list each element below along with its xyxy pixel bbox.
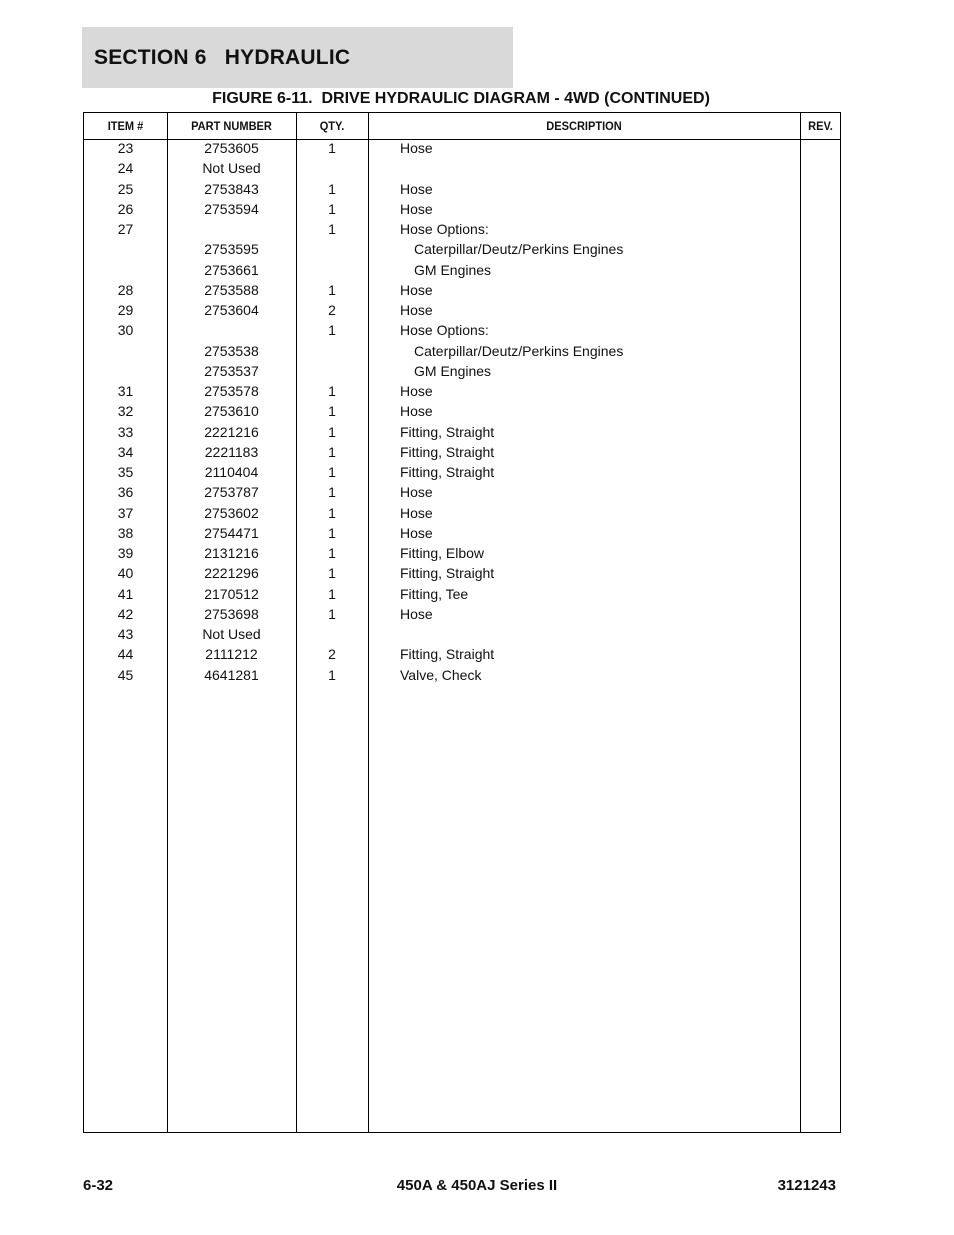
cell-item: 38 [117, 524, 134, 541]
cell-part-number: 2110404 [204, 464, 259, 480]
cell-qty: 1 [328, 545, 336, 561]
table-row [84, 605, 840, 625]
cell-qty: 1 [328, 180, 336, 197]
cell-description: Hose Options: [400, 221, 489, 237]
cell-qty: 1 [328, 403, 336, 420]
table-row [84, 645, 840, 665]
cell-description: Hose [400, 504, 433, 521]
cell-part-number: 2753604 [204, 302, 259, 318]
cell-description: GM Engines [414, 261, 492, 278]
table-row [84, 564, 840, 584]
table-row [84, 220, 840, 240]
cell-item: 33 [117, 423, 134, 440]
cell-part-number: 2753698 [204, 605, 259, 622]
cell-description: Fitting, Elbow [400, 545, 485, 561]
section-title: SECTION 6 HYDRAULIC [94, 45, 351, 69]
cell-qty: 1 [328, 281, 336, 298]
footer-doc-number: 3121243 [777, 1177, 836, 1194]
cell-description: Fitting, Straight [400, 443, 495, 460]
table-row [84, 443, 840, 463]
cell-item: 34 [117, 443, 134, 460]
cell-description: GM Engines [414, 362, 492, 379]
cell-description: Caterpillar/Deutz/Perkins Engines [414, 342, 624, 359]
cell-description: Fitting, Straight [400, 464, 495, 480]
cell-description: Fitting, Straight [400, 423, 495, 440]
cell-part-number: 2221183 [204, 443, 259, 460]
parts-table [83, 112, 841, 1133]
footer-page-number: 6-32 [83, 1177, 114, 1194]
cell-part-number: 2753610 [204, 403, 259, 420]
table-row [84, 524, 840, 544]
cell-part-number: 2221296 [204, 565, 259, 582]
cell-part-number: Not Used [202, 160, 261, 177]
table-row [84, 321, 840, 341]
table-row [84, 463, 840, 483]
cell-qty: 2 [328, 646, 336, 663]
section-banner [82, 27, 513, 88]
cell-part-number: 2111212 [205, 646, 258, 663]
table-row [84, 281, 840, 301]
cell-part-number: 2753538 [204, 342, 259, 359]
table-row [84, 423, 840, 443]
cell-item: 29 [117, 302, 134, 318]
cell-part-number: 2753595 [204, 241, 259, 258]
header-part-number: PART NUMBER [191, 119, 272, 133]
table-row [84, 382, 840, 402]
cell-item: 35 [117, 464, 134, 480]
cell-qty: 1 [328, 200, 336, 217]
cell-description: Hose [400, 180, 433, 197]
cell-part-number: 4641281 [204, 666, 259, 683]
cell-qty: 1 [328, 221, 336, 237]
cell-qty: 2 [328, 302, 336, 318]
header-qty: QTY. [319, 119, 345, 133]
cell-description: Fitting, Straight [400, 565, 495, 582]
cell-qty: 1 [328, 504, 336, 521]
table-row [84, 504, 840, 524]
cell-part-number: 2753602 [204, 504, 259, 521]
table-row [84, 402, 840, 422]
cell-description: Hose Options: [400, 322, 489, 339]
cell-part-number: 2170512 [204, 585, 259, 602]
table-row [84, 301, 840, 321]
cell-description: Valve, Check [400, 666, 482, 683]
table-row [84, 200, 840, 220]
cell-qty: 1 [328, 565, 336, 582]
table-row [84, 666, 840, 686]
cell-item: 41 [117, 585, 134, 602]
cell-qty: 1 [328, 322, 336, 339]
cell-description: Hose [400, 302, 433, 318]
cell-qty: 1 [328, 484, 336, 501]
cell-qty: 1 [328, 383, 336, 399]
cell-qty: 1 [328, 140, 336, 156]
cell-part-number: 2131216 [204, 545, 259, 561]
cell-qty: 1 [328, 464, 336, 480]
cell-description: Hose [400, 140, 433, 156]
cell-part-number: 2753594 [204, 200, 259, 217]
cell-description: Hose [400, 605, 433, 622]
cell-qty: 1 [328, 605, 336, 622]
cell-description: Hose [400, 200, 433, 217]
cell-part-number: 2221216 [204, 423, 259, 440]
cell-description: Hose [400, 383, 433, 399]
cell-description: Fitting, Tee [400, 585, 469, 602]
cell-item: 36 [117, 484, 134, 501]
table-row [84, 544, 840, 564]
cell-item: 37 [117, 504, 134, 521]
header-rev: REV. [808, 119, 833, 133]
cell-item: 45 [117, 666, 134, 683]
table-row [84, 483, 840, 503]
cell-qty: 1 [328, 666, 336, 683]
table-row [84, 180, 840, 200]
table-row [84, 362, 840, 382]
cell-qty: 1 [328, 443, 336, 460]
cell-part-number: 2753661 [204, 261, 259, 278]
cell-item: 42 [117, 605, 134, 622]
table-row [84, 585, 840, 605]
cell-description: Hose [400, 403, 433, 420]
table-row [84, 342, 840, 362]
cell-description: Hose [400, 484, 433, 501]
cell-description: Hose [400, 281, 433, 298]
cell-item: 40 [117, 565, 134, 582]
cell-part-number: 2754471 [204, 524, 259, 541]
cell-part-number: 2753588 [204, 281, 259, 298]
cell-item: 23 [117, 140, 134, 156]
cell-qty: 1 [328, 524, 336, 541]
cell-description: Fitting, Straight [400, 646, 495, 663]
cell-part-number: 2753537 [204, 362, 259, 379]
cell-qty: 1 [328, 423, 336, 440]
figure-title: FIGURE 6-11. DRIVE HYDRAULIC DIAGRAM - 4WD (CONTINUED) [212, 90, 710, 107]
cell-qty: 1 [328, 585, 336, 602]
cell-item: 27 [117, 221, 134, 237]
table-row [84, 139, 840, 159]
cell-item: 25 [117, 180, 134, 197]
cell-part-number: Not Used [202, 626, 261, 642]
table-row [84, 240, 840, 260]
cell-item: 39 [117, 545, 134, 561]
cell-item: 30 [117, 322, 134, 339]
header-item: ITEM # [107, 119, 144, 133]
table-row [84, 159, 840, 179]
cell-description: Hose [400, 524, 433, 541]
cell-item: 32 [117, 403, 134, 420]
cell-part-number: 2753605 [204, 140, 259, 156]
cell-item: 31 [117, 383, 134, 399]
table-row [84, 261, 840, 281]
cell-item: 24 [117, 160, 134, 177]
table-body [84, 139, 840, 686]
cell-item: 26 [117, 200, 134, 217]
cell-item: 43 [117, 626, 134, 642]
cell-item: 28 [117, 281, 134, 298]
cell-part-number: 2753578 [204, 383, 259, 399]
cell-part-number: 2753843 [204, 180, 259, 197]
cell-part-number: 2753787 [204, 484, 259, 501]
table-row [84, 625, 840, 645]
footer-model: 450A & 450AJ Series II [396, 1177, 558, 1194]
cell-item: 44 [117, 646, 134, 663]
cell-description: Caterpillar/Deutz/Perkins Engines [414, 241, 624, 258]
header-description: DESCRIPTION [546, 119, 622, 133]
